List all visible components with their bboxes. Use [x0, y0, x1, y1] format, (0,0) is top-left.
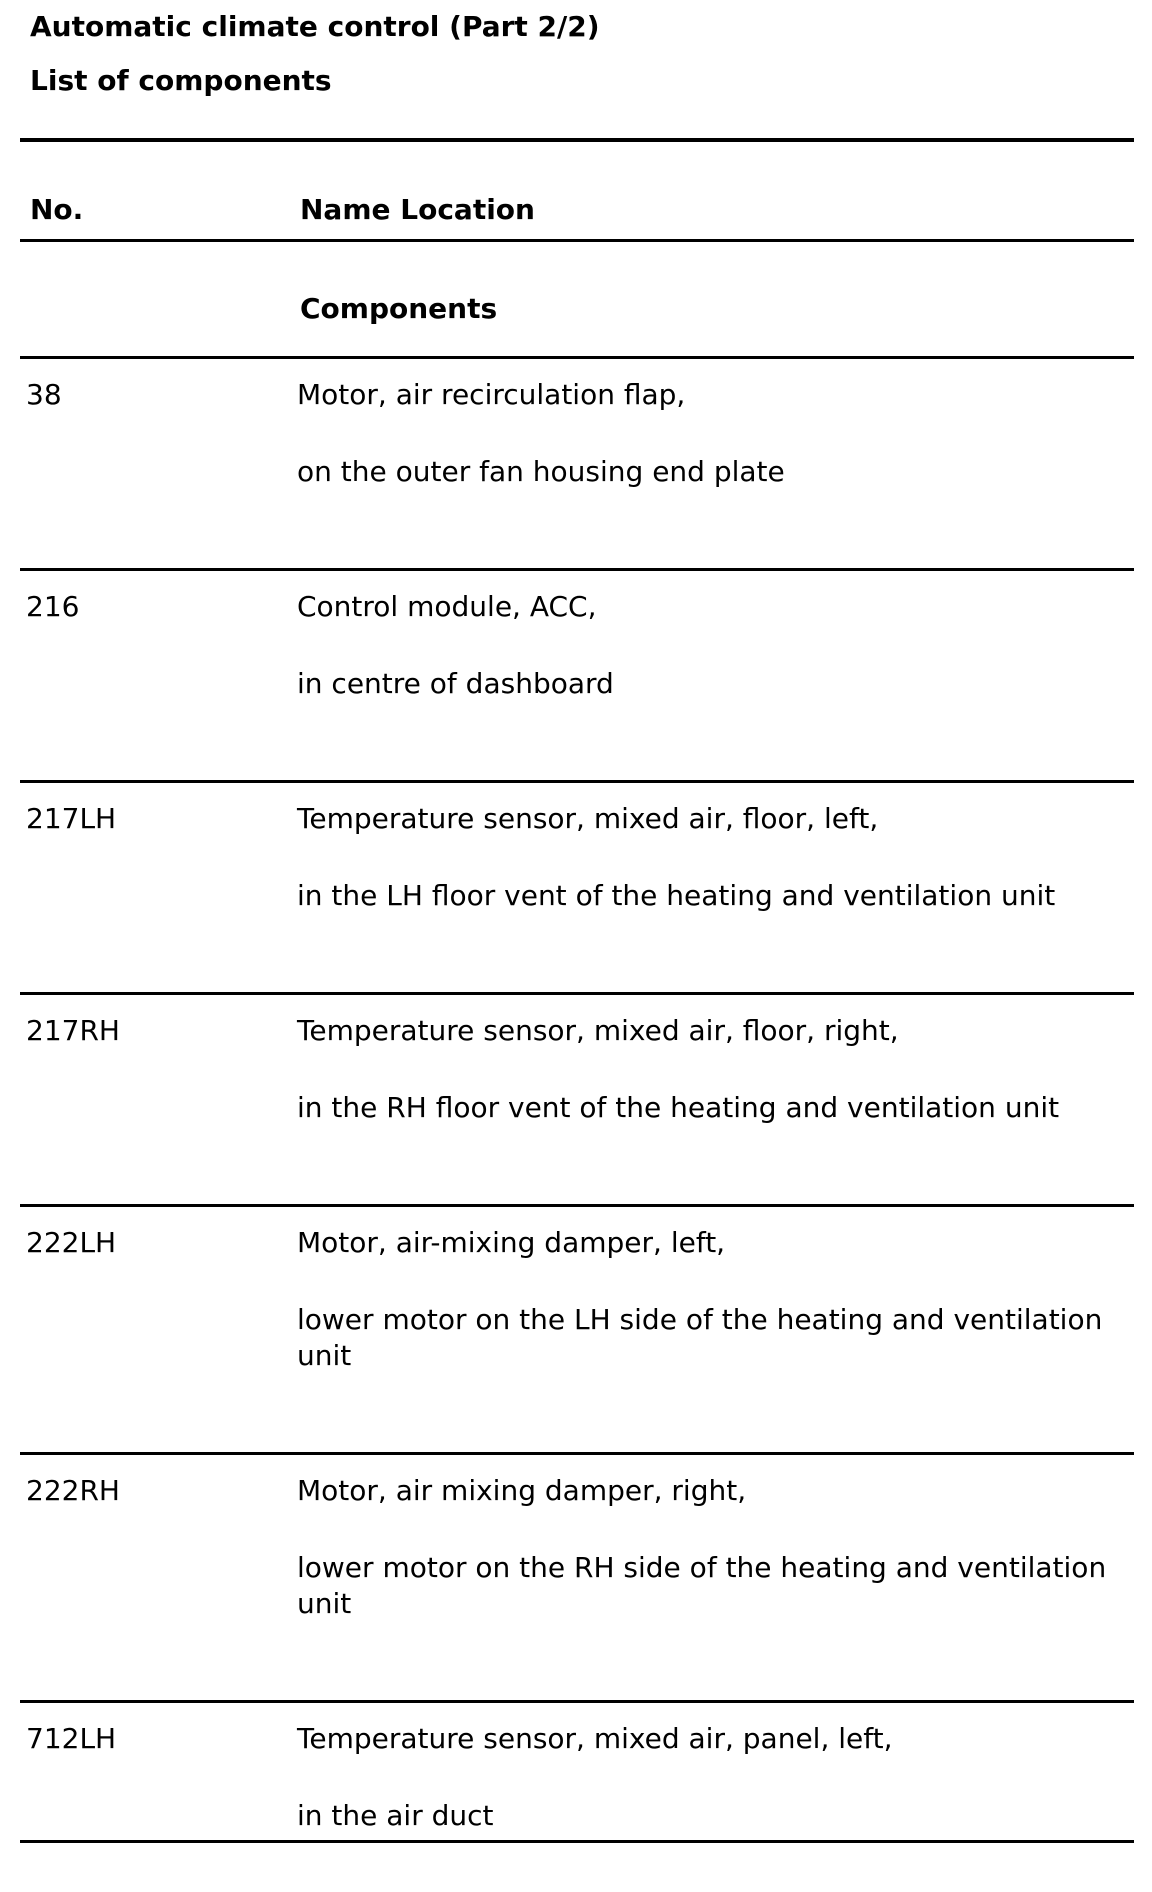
component-name: Motor, air recirculation flap, [297, 378, 686, 411]
row-divider [20, 780, 1134, 783]
component-location: in the air duct [297, 1799, 494, 1832]
row-divider [20, 992, 1134, 995]
component-number: 222RH [26, 1474, 120, 1507]
row-divider [20, 1452, 1134, 1455]
component-location: in centre of dashboard [297, 667, 614, 700]
component-name: Temperature sensor, mixed air, panel, left, [297, 1722, 893, 1755]
row-divider [20, 1204, 1134, 1207]
bottom-divider [20, 1840, 1134, 1843]
row-divider [20, 356, 1134, 359]
component-number: 222LH [26, 1226, 117, 1259]
component-name: Control module, ACC, [297, 590, 597, 623]
component-number: 712LH [26, 1722, 117, 1755]
component-number: 216 [26, 590, 80, 623]
component-location: on the outer fan housing end plate [297, 455, 785, 488]
component-number: 217RH [26, 1014, 120, 1047]
component-location: in the LH floor vent of the heating and ventilation unit [297, 879, 1056, 912]
component-location: lower motor on the RH side of the heating and ventilation unit [297, 1551, 1107, 1620]
component-name: Motor, air-mixing damper, left, [297, 1226, 726, 1259]
component-location: lower motor on the LH side of the heating and ventilation unit [297, 1303, 1103, 1372]
row-divider [20, 1700, 1134, 1703]
row-divider [20, 568, 1134, 571]
component-name: Motor, air mixing damper, right, [297, 1474, 747, 1507]
column-header-no: No. [30, 193, 84, 226]
column-header-name-location: Name Location [300, 193, 535, 226]
document-title: Automatic climate control (Part 2/2) [30, 10, 600, 43]
component-name: Temperature sensor, mixed air, floor, right, [297, 1014, 899, 1047]
document-subtitle: List of components [30, 64, 332, 97]
section-label: Components [300, 292, 498, 325]
component-number: 217LH [26, 802, 117, 835]
component-name: Temperature sensor, mixed air, floor, left, [297, 802, 879, 835]
component-number: 38 [26, 378, 62, 411]
component-location: in the RH floor vent of the heating and ventilation unit [297, 1091, 1060, 1124]
